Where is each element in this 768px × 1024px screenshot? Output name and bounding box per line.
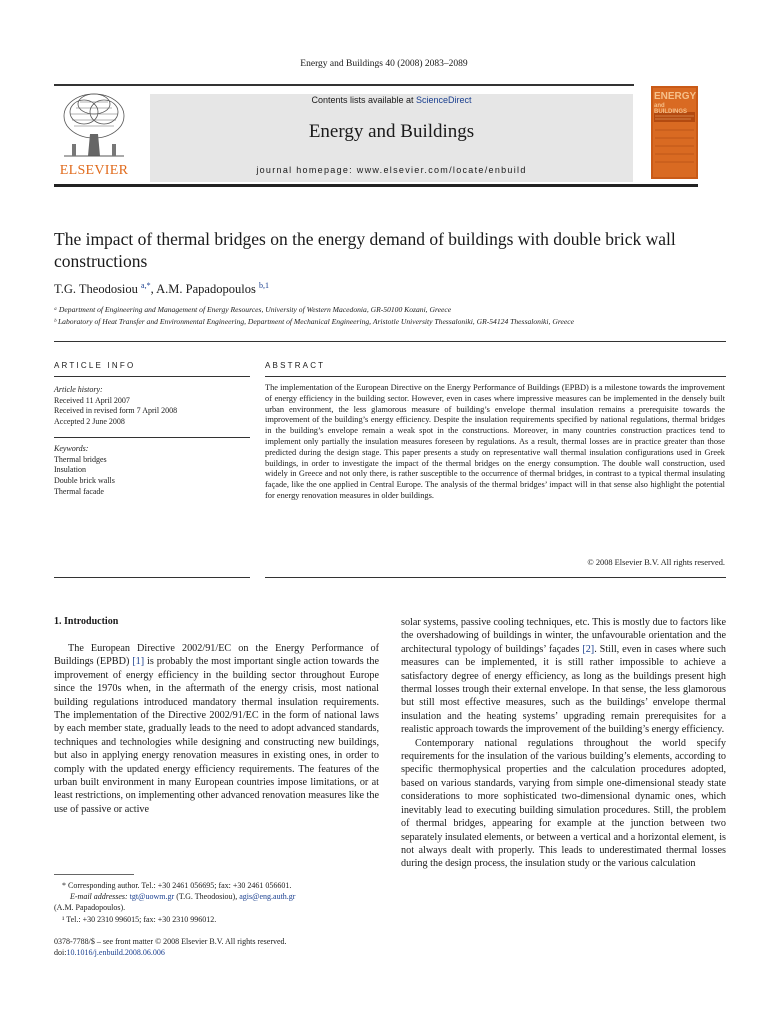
body-column-left: [54, 642, 379, 816]
paragraph: [54, 642, 379, 816]
article-info-rule: [54, 376, 250, 377]
reference-link[interactable]: [1]: [132, 656, 145, 668]
abstract-rule: [265, 376, 726, 377]
article-info-bottom-rule: [54, 577, 250, 578]
contents-prefix: Contents lists available at: [311, 95, 417, 105]
email-label: E-mail addresses:: [70, 892, 130, 901]
email-link[interactable]: tgt@uowm.gr: [129, 892, 175, 901]
section-heading-introduction: 1. Introduction: [54, 616, 119, 627]
journal-name: Energy and Buildings: [308, 121, 475, 142]
journal-cover-thumbnail[interactable]: [651, 86, 698, 179]
journal-citation: Energy and Buildings 40 (2008) 2083–2089: [300, 59, 468, 69]
elsevier-logo[interactable]: [54, 88, 134, 180]
cover-title-energy: ENERGY: [654, 91, 697, 102]
keyword-item: Thermal bridges: [54, 454, 107, 464]
article-history: [54, 385, 254, 428]
abstract-text: The implementation of the European Directive on the Energy Performance of Buildings (EPBD) is a milestone towards the improvement of energy efficiency in the building sector. However, even in cases where impressive measures can be implemented in the densely built urban environment, the less glamorous measure of building’s envelope thermal insulation remains a prerequisite towards the improvement of the building’s energy efficiency. Despite the insulation requirements specified by national regulations, thermal bridges in the building’s envelope remain a weak spot in the constructions. Moreover, in many countries construction practices tend to implement only partially the insulation measures foreseen by regulations. As a result, thermal losses are in practice greater than those predicted during the design stage. This paper presents a study on representative wall thermal insulation configurations used in Greek buildings, in order to investigate the impact of the thermal bridges on the energy consumption. The double wall construction, used widely in Greece and not only there, is rather susceptible to the occurrence of thermal bridges, in contrast to a typical thermal insulating façade, like the one applied in Central Europe. The analysis of the thermal bridges’ impact will in that sense also highlight the potential for energy renovation measures in older buildings.: [265, 383, 725, 500]
front-matter-line: 0378-7788/$ – see front matter © 2008 Elsevier B.V. All rights reserved.: [54, 937, 287, 946]
corresponding-author-footnote: * Corresponding author. Tel.: +30 2461 056695; fax: +30 2461 056601.: [62, 881, 292, 890]
author-separator: ,: [150, 282, 157, 297]
history-item: Received in revised form 7 April 2008: [54, 406, 178, 416]
author-name: A.M. Papadopoulos: [156, 282, 256, 297]
author-affiliation-marker[interactable]: b,1: [258, 281, 269, 290]
section-divider: [54, 341, 726, 342]
cover-title-buildings: and BUILDINGS: [654, 103, 687, 115]
doi-link[interactable]: 10.1016/j.enbuild.2008.06.006: [66, 948, 165, 957]
author-affiliation-marker[interactable]: a,*: [141, 281, 151, 290]
keywords-block: [54, 444, 254, 498]
footnote-rule: [54, 874, 134, 875]
elsevier-wordmark: ELSEVIER: [59, 163, 129, 178]
author-list: [54, 281, 269, 297]
keywords-label: Keywords:: [54, 444, 89, 453]
email-owner: (T.G. Theodosiou),: [174, 892, 240, 901]
reference-link[interactable]: [2]: [582, 643, 595, 655]
sciencedirect-link[interactable]: ScienceDirect: [416, 95, 472, 105]
paragraph-text: The European Directive 2002/91/EC on the Energy Performance of Buildings (EPBD): [54, 643, 379, 668]
author-footnote-1: ¹ Tel.: +30 2310 996015; fax: +30 2310 996012.: [62, 915, 217, 924]
affiliation-a: ᵃ Department of Engineering and Management of Energy Resources, University of Western Macedonia, GR-50100 Kozani, Greece: [54, 305, 452, 314]
doi-line: [54, 948, 165, 957]
keyword-item: Insulation: [54, 465, 86, 475]
header-bottom-rule: [54, 184, 698, 187]
abstract-copyright: © 2008 Elsevier B.V. All rights reserved.: [587, 558, 725, 567]
email-link[interactable]: agis@eng.auth.gr: [239, 892, 296, 901]
header-top-rule: [54, 84, 634, 86]
author-name: T.G. Theodosiou: [54, 282, 138, 297]
body-column-right: [401, 616, 726, 871]
paragraph-text: . Still, even in cases where such measures can be implemented, it is still rather impossible to achieve a satisfactory degree of energy efficiency, as long as the buildings present high thermal losses trough their external envelope. In that sense, the less glamorous but still most effective measures, such as the buildings’ envelope thermal insulation and the heating systems’ upgrading remain prerequisites for a realistic approach towards the improvement of the building’s energy efficiency.: [401, 643, 726, 736]
email-footnote: [70, 891, 295, 902]
paragraph-text: is probably the most important single action towards the improvement of energy efficiency in the building sector throughout Europe since the 1970s when, in the aftermath of the energy crisis, most national building regulations introduced mandatory thermal insulation requirements. The implementation of the Directive 2002/91/EC in the form of national laws by each member state, gradually leads to the need to adopt advanced standards, techniques and technologies while designing and constructing new buildings, but also in applying energy renovation measures in existing ones, in order to comply with the updated energy efficiency requirements. The features of the urban built environment in many European countries impose limitations, or at least restrictions, on implementing other advanced renovation measures like the use of passive or active: [54, 656, 379, 815]
abstract-heading: ABSTRACT: [265, 361, 326, 370]
abstract-bottom-rule: [265, 577, 726, 578]
paper-title: The impact of thermal bridges on the energy demand of buildings with double brick wall constructions: [54, 229, 676, 271]
keywords-rule: [54, 437, 250, 438]
keyword-item: Double brick walls: [54, 476, 115, 486]
doi-prefix: doi:: [54, 948, 67, 957]
paragraph: Contemporary national regulations throughout the world specify requirements for the insulation of the various building’s elements, according to specific thermophysical properties and the calculation procedures adopted, based on various standards, varying from simple one-dimensional steady state considerations to more sophisticated two-dimensional dynamic ones, which inevitably lead to executing building simulation procedures. Still, the problem of thermal bridges, appearing for example at the junction between two separately insulated elements, or between a vertical and a horizontal element, is not always dealt with properly. This leads to underestimated thermal losses during the design process, the insulation study or the various calculation: [401, 737, 726, 870]
paragraph-text: solar systems, passive cooling techniques, etc. This is mostly due to factors like the overshadowing of buildings in winter, the unfavourable orientation and the architectural typology of buildings’ façades: [401, 617, 726, 655]
history-label: Article history:: [54, 385, 103, 394]
email-footnote-owner: (A.M. Papadopoulos).: [54, 903, 126, 912]
contents-availability: [150, 95, 633, 105]
paragraph: [401, 616, 726, 737]
history-item: Received 11 April 2007: [54, 395, 130, 405]
affiliation-b: ᵇ Laboratory of Heat Transfer and Environmental Engineering, Department of Mechanical Engineering, Aristotle University Thessaloniki, GR-54124 Thessaloniki, Greece: [54, 317, 574, 326]
history-item: Accepted 2 June 2008: [54, 417, 125, 427]
keyword-item: Thermal facade: [54, 486, 104, 496]
article-info-heading: ARTICLE INFO: [54, 361, 136, 370]
journal-homepage[interactable]: journal homepage: www.elsevier.com/locate/enbuild: [256, 165, 527, 175]
